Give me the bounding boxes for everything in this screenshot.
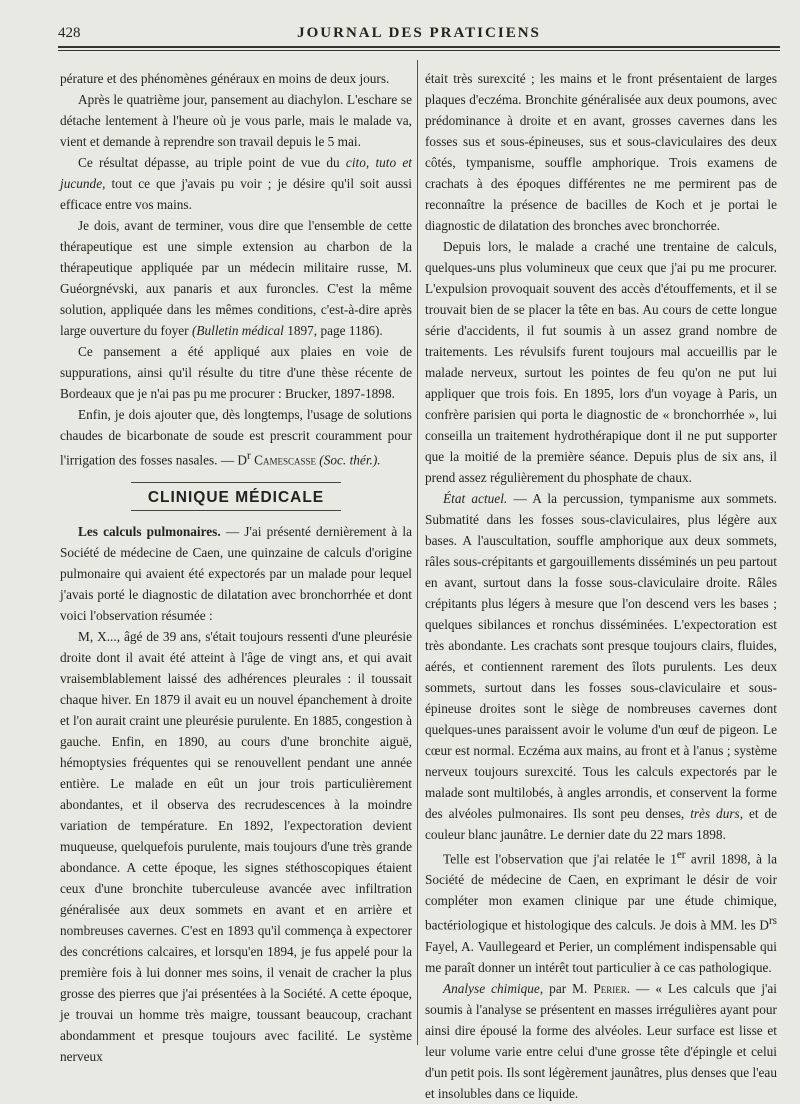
paragraph: Ce résultat dépasse, au triple point de vue du cito, tuto et jucunde, tout ce que j'avais pu voir ; je désire qu'il soit aussi efficace entre vos mains. [60,155,412,212]
journal-title: JOURNAL DES PRATICIENS [297,24,541,41]
paragraph: M, X..., âgé de 39 ans, s'était toujours ressenti d'une pleurésie droite dont il avait été atteint à l'âge de vingt ans, et qui avait vraisemblablement laissé des adhérences pleurales : il toussait chaque hiver. En 1879 il avait eu un nouvel épanchement à droite et l'on aurait craint une pleurésie purulente. En 1885, congestion à gauche. Enfin, en 1890, au cours d'une bronchite aiguë, hémoptysies fréquentes qui se renouvellent pendant une année entière. Le malade en eût un jour trois particulièrement abondantes, et il observa des recrudescences à la moindre variation de température. En 1892, l'expectoration devient muqueuse, quelquefois purulente, mais toujours d'une très grande abondance. A cette époque, les signes stéthoscopiques étaient ceux d'une bronchite tuberculeuse avancée avec infiltration généralisée aux deux sommets en avant et en arrière et nombreuses cavernes. C'est en 1893 qu'il commença à expectorer des concrétions calcaires, et lorsqu'en 1894, je fus appelé pour la première fois à lui donner mes soins, il venait de cracher la plus grosse des pierres que j'ai présentées à la Société. A cette époque, je trouvai un homme très maigre, toussant beaucoup, crachant abondamment et presque toujours avec facilité. Le système nerveux [60,629,412,1065]
column-divider [417,60,418,1045]
paragraph: Ce pansement a été appliqué aux plaies en voie de suppurations, ainsi qu'il résulte du titre d'une thèse récente de Bordeaux que je n'ai pas pu me procurer : Brucker, 1897-1898. [60,344,412,401]
page-number: 428 [58,24,81,41]
paragraph: Telle est l'observation que j'ai relatée le 1er avril 1898, à la Société de médecine de Caen, en exprimant le désir de voir compléter mon examen clinique par une étude chimique, bactériologique et histologique des calculs. Je dois à MM. les $D^{rs}$ Fayel, A. Vaullegeard et Perier, un complément indispensable qui me paraît donner un intérêt tout particulier à ce cas pathologique. [425,849,777,975]
paragraph: Enfin, je dois ajouter que, dès longtemps, l'usage de solutions chaudes de bicarbonate de soude est prescrit couramment pour l'irrigation des fosses nasales. — $D^r$ Camescasse (Soc. thér.). [60,407,412,468]
paragraph: Après le quatrième jour, pansement au diachylon. L'eschare se détache lentement à l'heure où je vous parle, mais le malade va, vient et demande à reprendre son travail depuis le 5 mai. [60,92,412,149]
paragraph: État actuel. — A la percussion, tympanisme aux sommets. Submatité dans les fosses sous-claviculaires, plus légère aux bases. A l'auscultation, souffle amphorique aux deux sommets, râles sous-crépitants et gargouillements disséminés un peu partout en avant, surtout dans la fosse sous-claviculaire droite. Râles crépitants plus légers à mesure que l'on descend vers les bases ; quelques sibilances et ronchus disséminées. L'expectoration est très abondante. Les crachats sont presque toujours clairs, fluides, aérés, et contiennent rarement des îlots purulents. Les deux sommets, surtout dans les fosses sous-claviculaire et sous-épineuse droites sont le siège de nombreuses cavernes dont quelques-unes paraissent avoir le volume d'un œuf de pigeon. Le cœur est normal. Eczéma aux mains, au front et à l'anus ; système nerveux toujours surexcité. Tous les calculs expectorés par le malade sont multilobés, à angles arrondis, et conservent la forme des alvéoles pulmonaires. Ils sont peu denses, très durs, et de couleur blanc jaunâtre. Le dernier date du 22 mars 1898. [425,491,778,842]
page-header [58,22,780,44]
section-title: CLINIQUE MÉDICALE [147,489,325,507]
paragraph: était très surexcité ; les mains et le front présentaient de larges plaques d'eczéma. Bronchite généralisée aux deux poumons, avec prédominance à droite et en avant, grosses cavernes dans les fosses sus et sous-épineuses, sus et sous-claviculaires des deux côtés, tympanisme, souffle amphorique. Trois examens de crachats à des époques différentes ne me permirent pas de reconnaître la présence de bacilles de Koch et je portai le diagnostic de dilatation des bronches avec bronchorrée. [425,71,777,233]
paragraph: Analyse chimique, par M. Perier. — « Les calculs que j'ai soumis à l'analyse se présentent en masses irrégulières ayant pour ainsi dire épousé la forme des alvéoles. Leur surface est lisse et leur volume varie entre celui d'une grosse tête d'épingle et celui d'un petit pois. Ils sont légèrement jaunâtres, plus denses que l'eau et insolubles dans ce liquide. [425,980,778,1101]
article-lead: Les calculs pulmonaires. [78,524,221,540]
paragraph: Depuis lors, le malade a craché une trentaine de calculs, quelques-uns plus volumineux que ceux que j'ai pu me procurer. L'expulsion provoquait souvent des accès d'étouffements, et il se trouvait bien de se placer la tête en bas. Au cours de cette longue série d'accidents, il fut soumis à un assez grand nombre de traitements. Les révulsifs furent toujours mal accueillis par le malade nerveux, surtout les pointes de feu qu'on ne put lui appliquer que trois fois. En 1895, lors d'un voyage à Paris, un confrère parisien qui porta le diagnostic de « bronchorrhée », lui conseilla un traitement hydrothérapique dont il ne put supporter que la moitié de la première séance. Depuis plus de six ans, il prend assez régulièrement du phosphate de chaux. [425,239,777,485]
section-rule-bottom [131,510,341,511]
left-column [60,68,412,1067]
paragraph: Je dois, avant de terminer, vous dire que l'ensemble de cette thérapeutique est une simple extension au charbon de la thérapeutique appliquée par un médecin militaire russe, M. Guéorgnévski, aux panaris et aux furoncles. C'est la même solution, appliquée dans les mêmes conditions, c'est-à-dire après large ouverture du foyer (Bulletin médical 1897, page 1186). [60,218,412,338]
paragraph: Les calculs pulmonaires. — J'ai présenté dernièrement à la Société de médecine de Caen, une quinzaine de calculs d'origine pulmonaire qui avaient été expectorés par un malade pour lequel j'avais porté le diagnostic de dilatation avec bronchorrhée et dont voici l'observation résumée : [60,524,412,624]
section-rule-top [131,482,341,483]
right-column [425,68,777,1104]
header-rule [58,46,780,51]
paragraph: pérature et des phénomènes généraux en moins de deux jours. [60,71,390,86]
